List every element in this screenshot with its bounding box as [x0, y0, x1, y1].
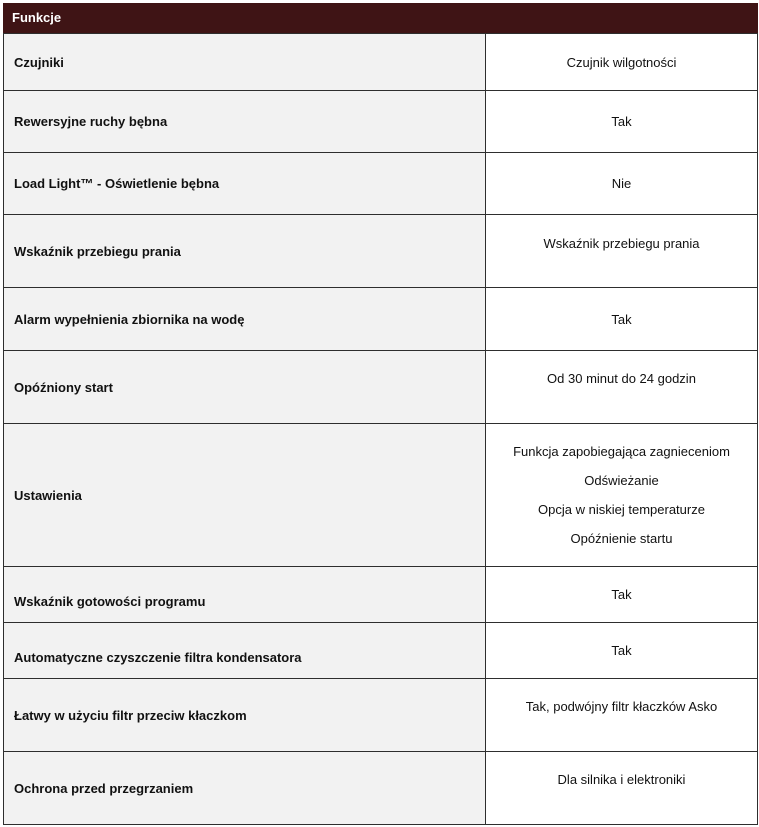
features-table	[3, 33, 758, 825]
table-row	[4, 679, 758, 752]
value-text: Opóźnienie startu	[570, 531, 673, 546]
row-label: Czujniki	[4, 34, 486, 91]
row-value	[486, 679, 758, 752]
row-value	[486, 34, 758, 91]
row-value	[486, 623, 758, 679]
row-value	[486, 153, 758, 215]
row-label: Ustawienia	[4, 424, 486, 567]
row-label: Load Light™ - Oświetlenie bębna	[4, 153, 486, 215]
table-row	[4, 288, 758, 351]
table-row	[4, 424, 758, 567]
value-text: Od 30 minut do 24 godzin	[547, 371, 696, 386]
table-row	[4, 752, 758, 825]
row-label: Automatyczne czyszczenie filtra kondensatora	[4, 623, 486, 679]
value-text: Tak, podwójny filtr kłaczków Asko	[525, 699, 718, 714]
row-value	[486, 288, 758, 351]
table-row	[4, 34, 758, 91]
table-row	[4, 153, 758, 215]
table-row	[4, 215, 758, 288]
row-value	[486, 752, 758, 825]
row-label: Alarm wypełnienia zbiornika na wodę	[4, 288, 486, 351]
row-label: Wskaźnik gotowości programu	[4, 567, 486, 623]
value-text: Funkcja zapobiegająca zagnieceniom	[513, 444, 730, 459]
value-text: Odświeżanie	[584, 473, 659, 488]
row-label: Opóźniony start	[4, 351, 486, 424]
table-row	[4, 91, 758, 153]
row-value	[486, 567, 758, 623]
features-table-container	[3, 3, 758, 825]
value-text: Tak	[611, 114, 632, 129]
row-value	[486, 351, 758, 424]
row-label: Rewersyjne ruchy bębna	[4, 91, 486, 153]
table-row	[4, 567, 758, 623]
section-header: Funkcje	[3, 3, 758, 33]
value-text: Tak	[611, 311, 632, 327]
table-row	[4, 351, 758, 424]
value-text: Tak	[611, 587, 632, 602]
value-text: Nie	[611, 176, 632, 191]
value-text: Tak	[611, 643, 632, 658]
value-text: Dla silnika i elektroniki	[557, 772, 686, 787]
row-label: Ochrona przed przegrzaniem	[4, 752, 486, 825]
row-value	[486, 215, 758, 288]
row-value	[486, 424, 758, 567]
row-value	[486, 91, 758, 153]
table-row	[4, 623, 758, 679]
value-text: Czujnik wilgotności	[566, 54, 677, 70]
value-text: Wskaźnik przebiegu prania	[543, 236, 700, 251]
value-text: Opcja w niskiej temperaturze	[538, 502, 705, 517]
row-label: Łatwy w użyciu filtr przeciw kłaczkom	[4, 679, 486, 752]
row-label: Wskaźnik przebiegu prania	[4, 215, 486, 288]
